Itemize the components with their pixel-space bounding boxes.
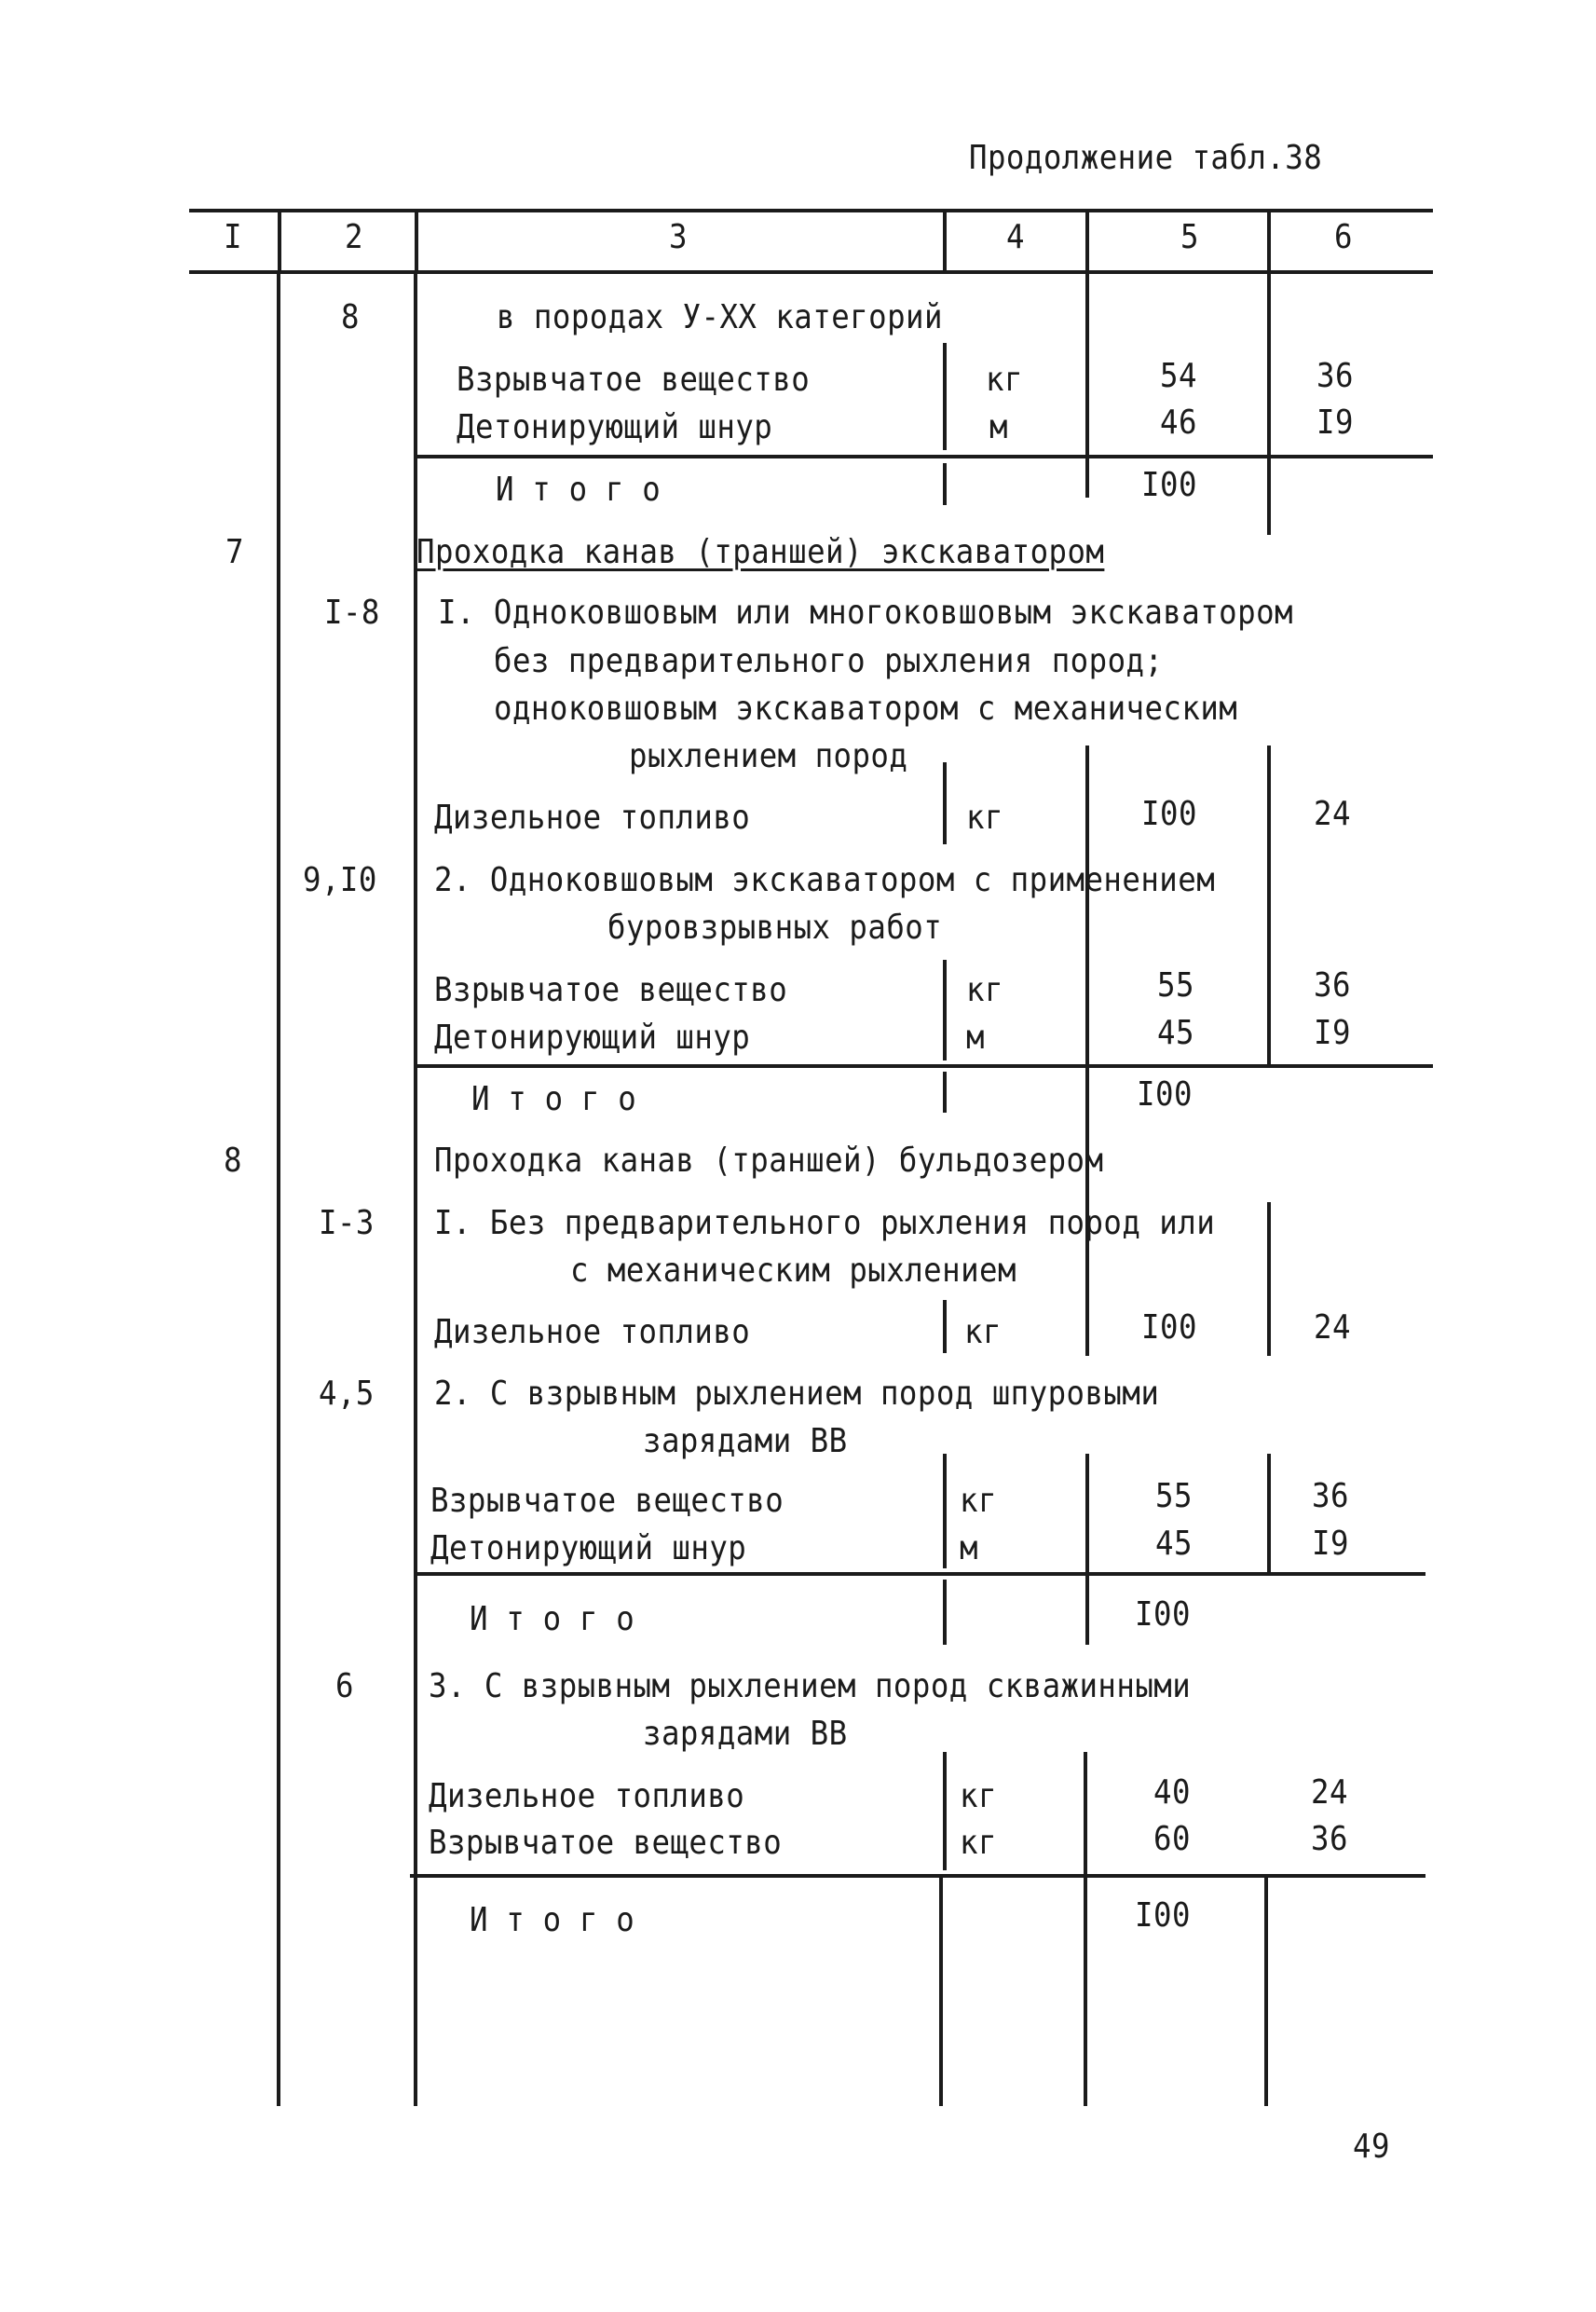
row-code: I-8 bbox=[324, 594, 380, 632]
header-col-5: 5 bbox=[1180, 218, 1199, 256]
item-unit: м bbox=[960, 1529, 978, 1567]
item-unit: кг bbox=[964, 1313, 1002, 1351]
item-share: 24 bbox=[1314, 1308, 1351, 1347]
row-description: зарядами ВВ bbox=[643, 1422, 848, 1460]
total-rule bbox=[415, 455, 1433, 458]
column-divider bbox=[277, 272, 280, 2106]
row-description: буровзрывных работ bbox=[607, 909, 943, 947]
total-rule bbox=[410, 1874, 1425, 1878]
total-label: Итого bbox=[470, 1600, 653, 1638]
total-value: I00 bbox=[1137, 1075, 1193, 1114]
unit-column-line bbox=[943, 960, 947, 1060]
header-divider bbox=[943, 209, 947, 272]
unit-column-line bbox=[943, 1580, 947, 1645]
value-column-line bbox=[1085, 272, 1089, 498]
header-col-2: 2 bbox=[345, 218, 363, 256]
item-value: 54 bbox=[1160, 357, 1197, 395]
total-label: Итого bbox=[470, 1901, 653, 1939]
header-divider bbox=[415, 209, 418, 272]
share-column-line bbox=[1267, 1454, 1271, 1575]
row-code: 9,I0 bbox=[303, 861, 377, 899]
item-name: Дизельное топливо bbox=[429, 1777, 745, 1815]
item-name: Взрывчатое вещество bbox=[429, 1824, 783, 1862]
header-col-1: I bbox=[224, 218, 242, 256]
section-number: 7 bbox=[225, 533, 244, 571]
section-title: Проходка канав (траншей) экскаватором bbox=[416, 533, 1105, 571]
total-label: Итого bbox=[496, 471, 679, 509]
row-code: 4,5 bbox=[319, 1375, 375, 1413]
subsection-title: в породах У-ХХ категорий bbox=[497, 298, 943, 336]
item-unit: м bbox=[966, 1019, 985, 1057]
value-column-line bbox=[1085, 1454, 1089, 1645]
item-value: 55 bbox=[1157, 966, 1194, 1005]
item-name: Детонирующий шнур bbox=[430, 1529, 747, 1567]
item-unit: кг bbox=[986, 361, 1023, 399]
unit-column-line bbox=[943, 1300, 947, 1353]
item-name: Дизельное топливо bbox=[434, 1313, 751, 1351]
item-name: Взрывчатое вещество bbox=[457, 361, 811, 399]
section-title: Проходка канав (траншей) бульдозером bbox=[434, 1142, 1104, 1180]
header-col-6: 6 bbox=[1334, 218, 1353, 256]
row-description: одноковшовым экскаватором с механическим bbox=[494, 690, 1238, 728]
header-divider bbox=[278, 209, 281, 272]
continuation-note: Продолжение табл.38 bbox=[969, 139, 1323, 177]
item-value: I00 bbox=[1141, 795, 1197, 833]
item-unit: кг bbox=[966, 971, 1003, 1009]
share-column-line bbox=[1267, 746, 1271, 1067]
unit-column-line bbox=[943, 762, 947, 844]
item-share: 36 bbox=[1314, 966, 1351, 1005]
item-unit: кг bbox=[960, 1482, 997, 1520]
unit-column-line bbox=[943, 1454, 947, 1568]
value-column-line bbox=[1084, 1752, 1087, 2106]
item-value: 46 bbox=[1160, 404, 1197, 442]
header-divider bbox=[1085, 209, 1089, 272]
total-value: I00 bbox=[1141, 466, 1197, 504]
header-col-4: 4 bbox=[1006, 218, 1025, 256]
item-value: 40 bbox=[1153, 1773, 1191, 1812]
item-value: 45 bbox=[1155, 1525, 1193, 1563]
header-col-3: 3 bbox=[669, 218, 688, 256]
item-value: I00 bbox=[1141, 1308, 1197, 1347]
row-code: 8 bbox=[341, 298, 360, 336]
item-name: Детонирующий шнур bbox=[457, 408, 773, 446]
item-value: 60 bbox=[1153, 1820, 1191, 1858]
row-code: 6 bbox=[335, 1667, 354, 1705]
item-unit: м bbox=[989, 408, 1008, 446]
share-column-line bbox=[1264, 1878, 1268, 2106]
item-name: Дизельное топливо bbox=[434, 799, 751, 837]
row-code: I-3 bbox=[319, 1204, 375, 1242]
total-rule bbox=[415, 1572, 1425, 1576]
table-top-rule bbox=[189, 209, 1433, 212]
total-value: I00 bbox=[1135, 1896, 1191, 1935]
item-share: 36 bbox=[1311, 1820, 1348, 1858]
item-name: Детонирующий шнур bbox=[434, 1019, 751, 1057]
unit-column-line bbox=[943, 343, 947, 450]
row-description: с механическим рыхлением bbox=[570, 1252, 1016, 1290]
item-name: Взрывчатое вещество bbox=[430, 1482, 784, 1520]
total-value: I00 bbox=[1135, 1595, 1191, 1634]
unit-column-line bbox=[943, 1752, 947, 1870]
item-share: 36 bbox=[1316, 357, 1354, 395]
row-description: 2. Одноковшовым экскаватором с применением bbox=[434, 861, 1216, 899]
unit-column-line bbox=[943, 463, 947, 505]
item-unit: кг bbox=[960, 1777, 997, 1815]
item-share: I9 bbox=[1316, 404, 1354, 442]
value-column-line bbox=[1085, 746, 1089, 1351]
header-divider bbox=[1267, 209, 1271, 272]
row-description: I. Без предварительного рыхления пород или bbox=[434, 1204, 1216, 1242]
row-description: 2. С взрывным рыхлением пород шпуровыми bbox=[434, 1375, 1160, 1413]
item-value: 55 bbox=[1155, 1477, 1193, 1515]
row-description: I. Одноковшовым или многоковшовым экскаватором bbox=[438, 594, 1293, 632]
item-unit: кг bbox=[960, 1824, 997, 1862]
share-column-line bbox=[1267, 1202, 1271, 1356]
section-number: 8 bbox=[224, 1142, 242, 1180]
item-share: I9 bbox=[1314, 1014, 1351, 1052]
unit-column-line bbox=[943, 1072, 947, 1113]
item-value: 45 bbox=[1157, 1014, 1194, 1052]
row-description: 3. С взрывным рыхлением пород скважинными bbox=[429, 1667, 1192, 1705]
share-column-line bbox=[1267, 272, 1271, 535]
item-share: 24 bbox=[1311, 1773, 1348, 1812]
value-column-line bbox=[1085, 1263, 1089, 1356]
table-header-rule bbox=[189, 270, 1433, 274]
row-description: зарядами ВВ bbox=[643, 1715, 848, 1753]
item-share: 36 bbox=[1312, 1477, 1349, 1515]
row-description: рыхлением пород bbox=[629, 737, 908, 775]
unit-column-line bbox=[939, 1878, 943, 2106]
total-label: Итого bbox=[471, 1080, 655, 1118]
item-unit: кг bbox=[966, 799, 1003, 837]
page-number: 49 bbox=[1353, 2127, 1390, 2166]
item-share: 24 bbox=[1314, 795, 1351, 833]
total-rule bbox=[415, 1064, 1433, 1068]
row-description: без предварительного рыхления пород; bbox=[494, 642, 1164, 680]
item-name: Взрывчатое вещество bbox=[434, 971, 788, 1009]
item-share: I9 bbox=[1312, 1525, 1349, 1563]
